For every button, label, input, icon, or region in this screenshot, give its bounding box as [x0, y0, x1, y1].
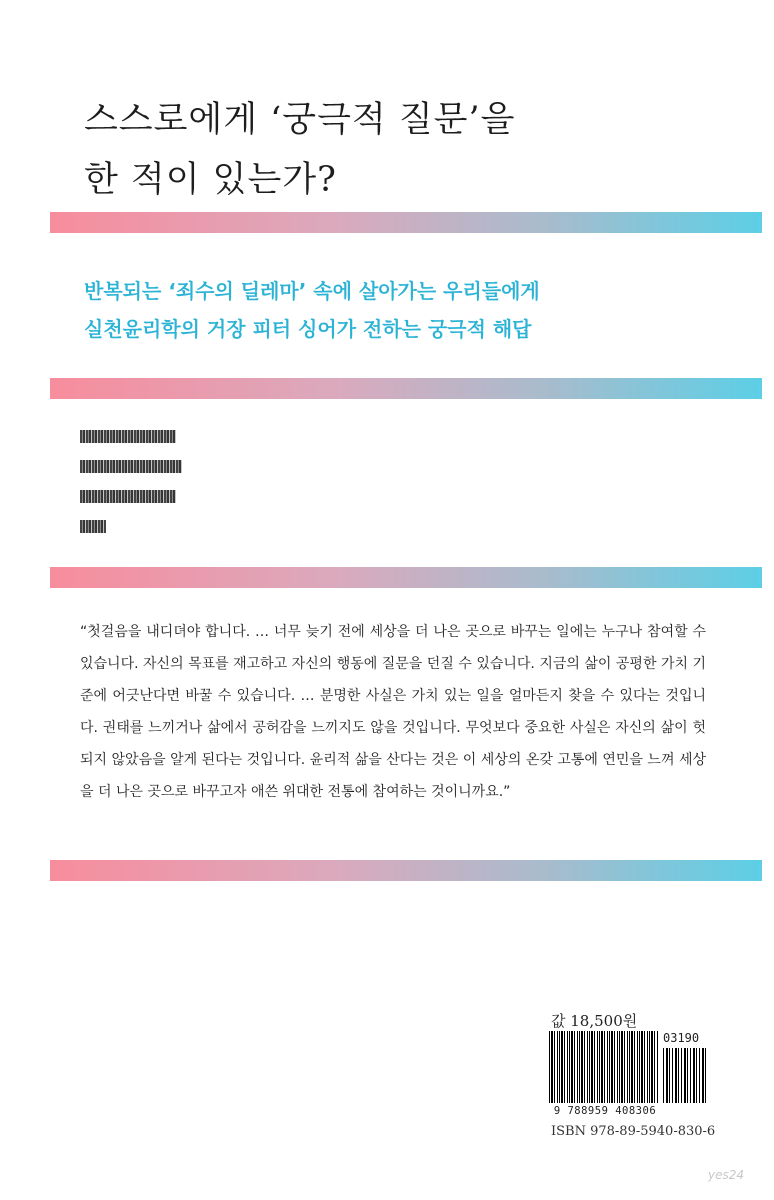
- redacted-line: [80, 428, 182, 458]
- isbn-label: ISBN 978-89-5940-830-6: [551, 1124, 716, 1139]
- addon-barcode-bars: [663, 1048, 707, 1103]
- gradient-divider-4: [50, 860, 762, 881]
- barcode: [549, 1031, 709, 1119]
- headline-line-2: 한 적이 있는가?: [84, 160, 337, 200]
- gradient-divider-2: [50, 378, 762, 399]
- redacted-line: [80, 518, 182, 548]
- headline-line-1: 스스로에게 ‘궁극적 질문’을: [84, 100, 516, 140]
- ean-barcode-bars: [549, 1031, 659, 1103]
- barcode-addon-number: 03190: [663, 1031, 700, 1045]
- gradient-divider-1: [50, 212, 762, 233]
- redacted-line: [80, 458, 182, 488]
- barcode-ean-number: 9 788959 408306: [553, 1105, 657, 1117]
- price-label: 값 18,500원: [551, 1012, 638, 1030]
- quote-paragraph: “첫걸음을 내디뎌야 합니다. … 너무 늦기 전에 세상을 더 나은 곳으로 바꾸는 일에는 누구나 참여할 수 있습니다. 자신의 목표를 재고하고 자신의 행동에 질문을 던질 수 있습니다. 지금의 삶이 공평한 가치 기준에 어긋난다면 바꿀 수 있습니다. … 분명한 사실은 가치 있는 일을 얼마든지 찾을 수 있다는 것입니다. 권태를 느끼거나 삶에서 공허감을 느끼지도 않을 것입니다. 무엇보다 중요한 사실은 자신의 삶이 헛되지 않았음을 알게 된다는 것입니다. 윤리적 삶을 산다는 것은 이 세상의 온갖 고통에 연민을 느껴 세상을 더 나은 곳으로 바꾸고자 애쓴 위대한 전통에 참여하는 것이니까요.”: [80, 624, 706, 800]
- subheadline-line-1: 반복되는 ‘죄수의 딜레마’ 속에 살아가는 우리들에게: [84, 279, 540, 303]
- gradient-divider-3: [50, 567, 762, 588]
- headline: [84, 90, 515, 210]
- subheadline-line-2: 실천윤리학의 거장 피터 싱어가 전하는 궁극적 해답: [84, 317, 532, 341]
- yes24-watermark-logo: yes24: [708, 1168, 745, 1182]
- subheadline: [84, 272, 540, 348]
- redacted-line: [80, 488, 182, 518]
- redacted-text-block: [80, 428, 182, 548]
